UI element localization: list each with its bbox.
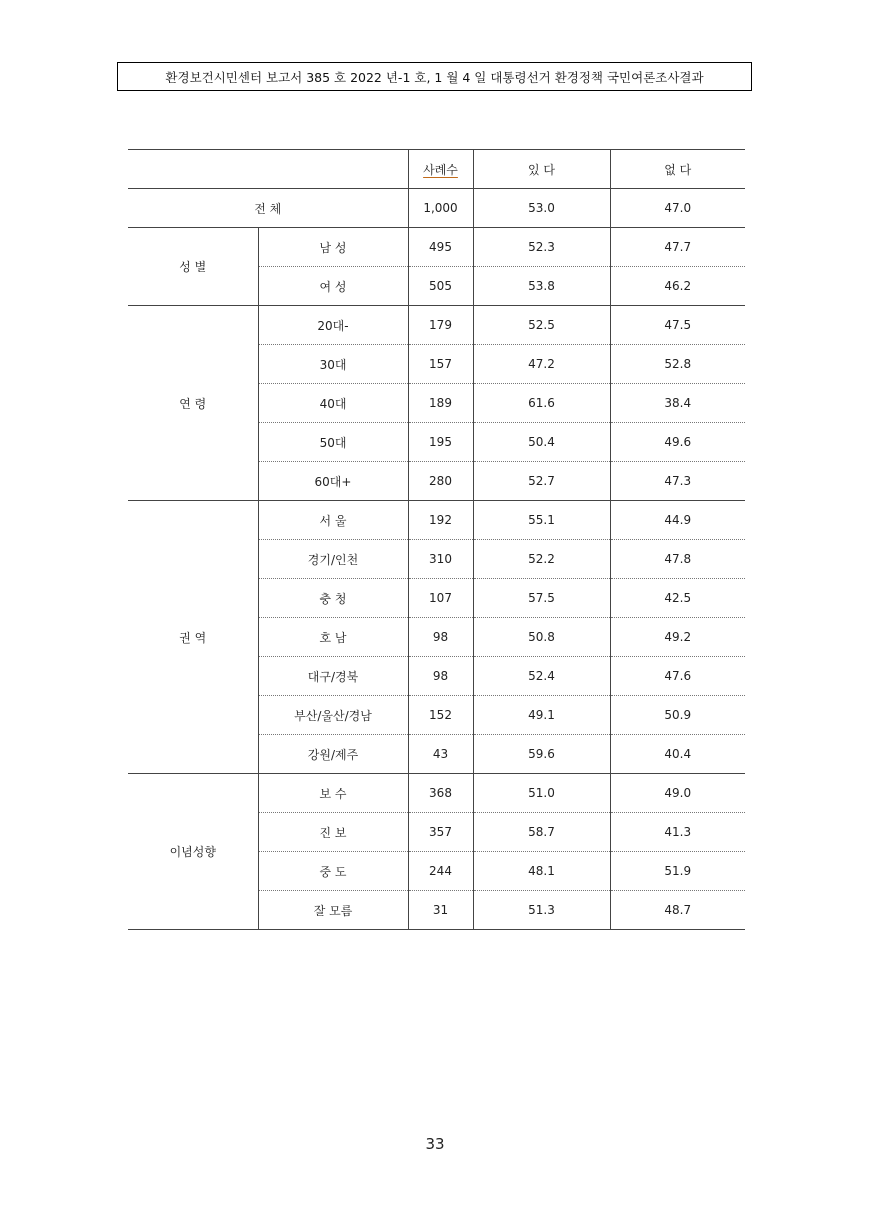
- subgroup-label: 경기/인천: [258, 540, 408, 579]
- count-cell: 195: [408, 423, 473, 462]
- count-cell: 43: [408, 735, 473, 774]
- yes-cell: 51.0: [473, 774, 610, 813]
- yes-cell: 50.4: [473, 423, 610, 462]
- table-header-row: [128, 150, 745, 189]
- count-cell: 310: [408, 540, 473, 579]
- subgroup-label: 진 보: [258, 813, 408, 852]
- total-no: 47.0: [610, 189, 745, 228]
- header-blank-cell: [128, 150, 408, 189]
- count-cell: 31: [408, 891, 473, 930]
- yes-cell: 57.5: [473, 579, 610, 618]
- yes-cell: 52.2: [473, 540, 610, 579]
- yes-cell: 51.3: [473, 891, 610, 930]
- no-cell: 46.2: [610, 267, 745, 306]
- subgroup-label: 호 남: [258, 618, 408, 657]
- count-cell: 368: [408, 774, 473, 813]
- subgroup-label: 20대-: [258, 306, 408, 345]
- no-cell: 47.8: [610, 540, 745, 579]
- count-cell: 192: [408, 501, 473, 540]
- no-cell: 47.3: [610, 462, 745, 501]
- subgroup-label: 60대+: [258, 462, 408, 501]
- no-cell: 48.7: [610, 891, 745, 930]
- subgroup-label: 보 수: [258, 774, 408, 813]
- no-cell: 51.9: [610, 852, 745, 891]
- no-cell: 49.6: [610, 423, 745, 462]
- header-yes: 있 다: [473, 150, 610, 189]
- count-cell: 505: [408, 267, 473, 306]
- yes-cell: 59.6: [473, 735, 610, 774]
- table-row: [128, 774, 745, 813]
- subgroup-label: 잘 모름: [258, 891, 408, 930]
- count-cell: 157: [408, 345, 473, 384]
- table-row: [128, 501, 745, 540]
- count-cell: 280: [408, 462, 473, 501]
- yes-cell: 53.8: [473, 267, 610, 306]
- subgroup-label: 30대: [258, 345, 408, 384]
- count-cell: 98: [408, 618, 473, 657]
- count-cell: 152: [408, 696, 473, 735]
- count-cell: 179: [408, 306, 473, 345]
- group-label: 권 역: [128, 501, 258, 774]
- subgroup-label: 강원/제주: [258, 735, 408, 774]
- yes-cell: 52.3: [473, 228, 610, 267]
- total-yes: 53.0: [473, 189, 610, 228]
- total-count: 1,000: [408, 189, 473, 228]
- no-cell: 47.5: [610, 306, 745, 345]
- no-cell: 47.6: [610, 657, 745, 696]
- subgroup-label: 서 울: [258, 501, 408, 540]
- yes-cell: 52.7: [473, 462, 610, 501]
- no-cell: 40.4: [610, 735, 745, 774]
- group-label: 이념성향: [128, 774, 258, 930]
- yes-cell: 52.5: [473, 306, 610, 345]
- header-count: 사례수: [408, 150, 473, 189]
- no-cell: 49.2: [610, 618, 745, 657]
- total-row: [128, 189, 745, 228]
- yes-cell: 49.1: [473, 696, 610, 735]
- group-label: 성 별: [128, 228, 258, 306]
- no-cell: 41.3: [610, 813, 745, 852]
- yes-cell: 52.4: [473, 657, 610, 696]
- yes-cell: 47.2: [473, 345, 610, 384]
- yes-cell: 58.7: [473, 813, 610, 852]
- subgroup-label: 충 청: [258, 579, 408, 618]
- subgroup-label: 대구/경북: [258, 657, 408, 696]
- count-cell: 357: [408, 813, 473, 852]
- yes-cell: 61.6: [473, 384, 610, 423]
- no-cell: 38.4: [610, 384, 745, 423]
- subgroup-label: 40대: [258, 384, 408, 423]
- count-cell: 244: [408, 852, 473, 891]
- no-cell: 42.5: [610, 579, 745, 618]
- no-cell: 47.7: [610, 228, 745, 267]
- no-cell: 49.0: [610, 774, 745, 813]
- subgroup-label: 부산/울산/경남: [258, 696, 408, 735]
- subgroup-label: 남 성: [258, 228, 408, 267]
- header-no: 없 다: [610, 150, 745, 189]
- count-cell: 98: [408, 657, 473, 696]
- yes-cell: 50.8: [473, 618, 610, 657]
- page-number: 33: [425, 1135, 445, 1153]
- yes-cell: 55.1: [473, 501, 610, 540]
- running-header: [117, 62, 752, 91]
- count-cell: 495: [408, 228, 473, 267]
- subgroup-label: 여 성: [258, 267, 408, 306]
- group-label: 연 령: [128, 306, 258, 501]
- count-cell: 189: [408, 384, 473, 423]
- yes-cell: 48.1: [473, 852, 610, 891]
- subgroup-label: 중 도: [258, 852, 408, 891]
- table-row: [128, 306, 745, 345]
- running-header-text: 환경보건시민센터 보고서 385 호 2022 년-1 호, 1 월 4 일 대통령선거 환경정책 국민여론조사결과: [165, 69, 704, 85]
- subgroup-label: 50대: [258, 423, 408, 462]
- table-row: [128, 228, 745, 267]
- survey-results-table: [128, 149, 745, 930]
- no-cell: 52.8: [610, 345, 745, 384]
- count-cell: 107: [408, 579, 473, 618]
- no-cell: 50.9: [610, 696, 745, 735]
- total-label: 전 체: [128, 189, 408, 228]
- no-cell: 44.9: [610, 501, 745, 540]
